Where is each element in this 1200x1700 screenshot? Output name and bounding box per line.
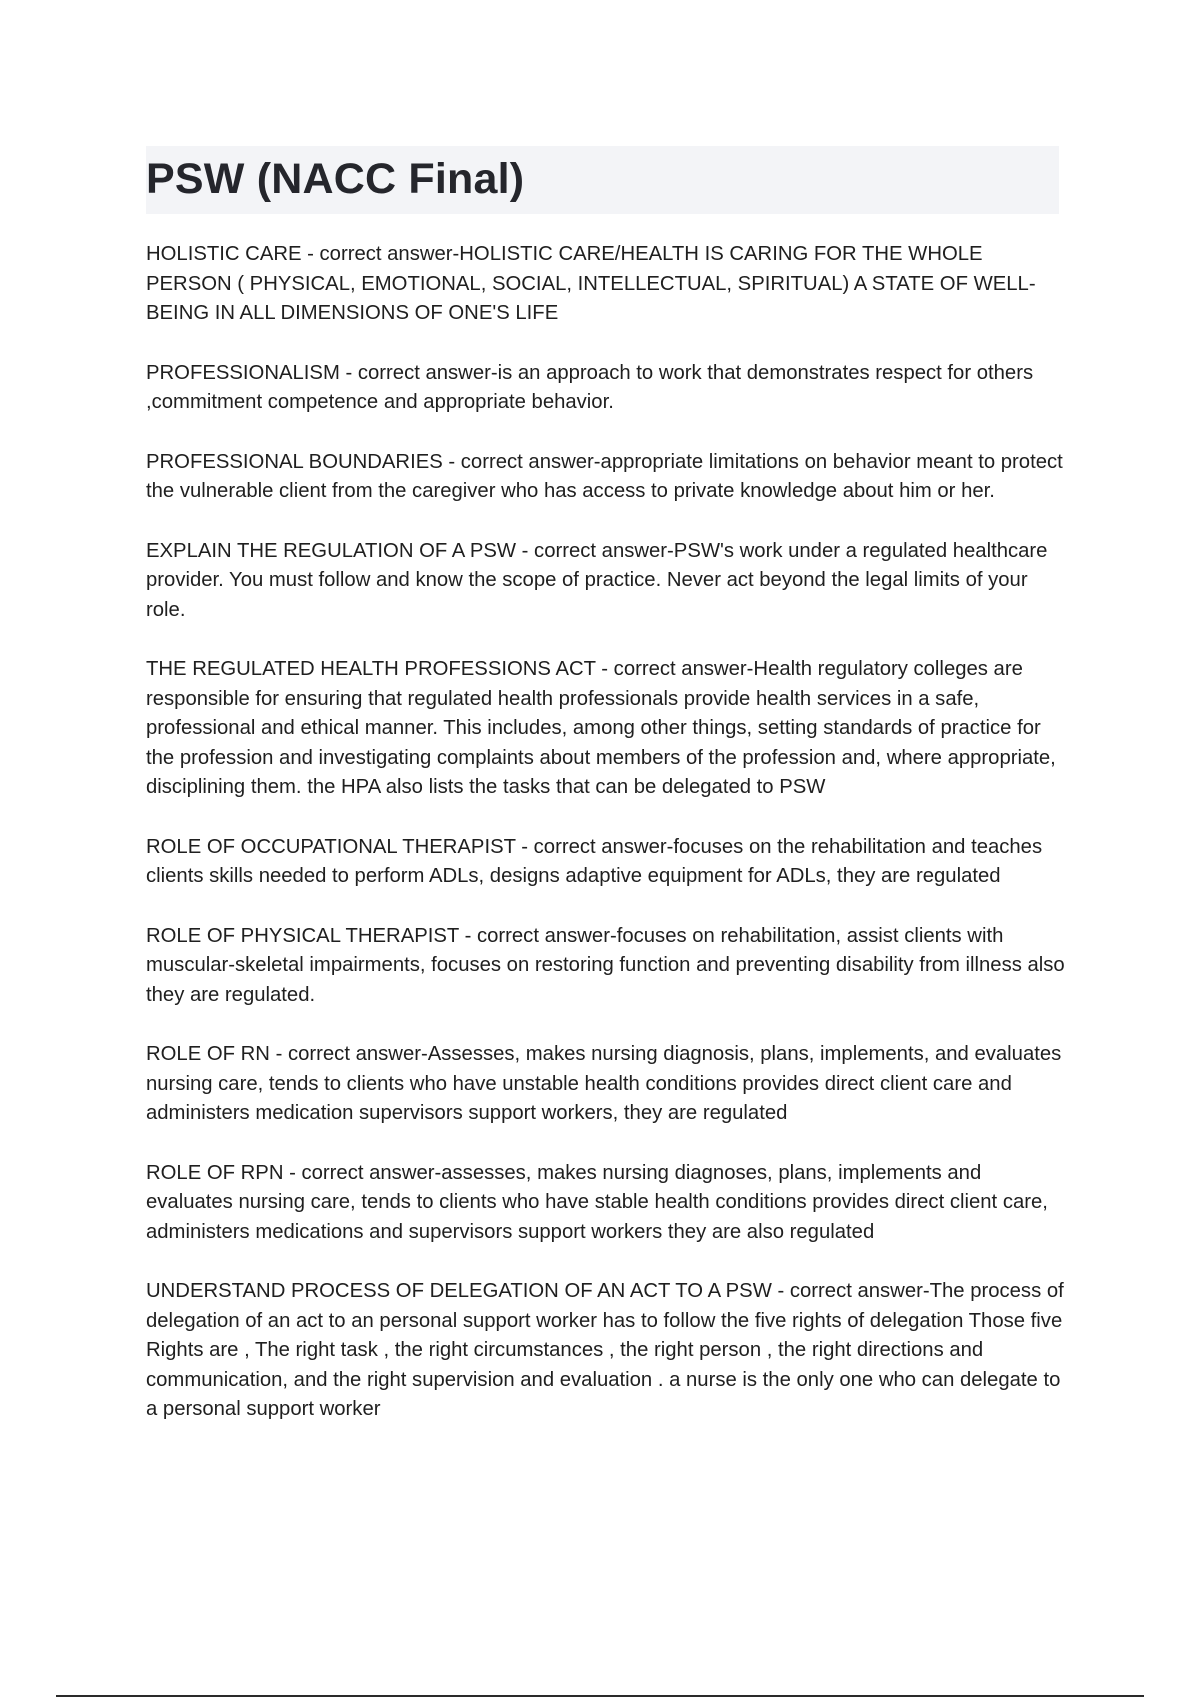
flashcard-entry: UNDERSTAND PROCESS OF DELEGATION OF AN ACT TO A PSW - correct answer-The process of delegation of an act to an personal support worker has to follow the five rights of delegation Those five Rights are , The right task , the right circumstances , the right person , the right directions and communication, and the right supervision and evaluation . a nurse is the only one who can delegate to a personal support worker	[146, 1280, 1064, 1420]
flashcard-entry: ROLE OF OCCUPATIONAL THERAPIST - correct answer-focuses on the rehabilitation and teaches clients skills needed to perform ADLs, designs adaptive equipment for ADLs, they are regulated	[146, 835, 1043, 887]
flashcard-list	[146, 240, 1066, 1455]
flashcard-entry: ROLE OF RPN - correct answer-assesses, makes nursing diagnoses, plans, implements and evaluates nursing care, tends to clients who have stable health conditions provides direct client care, administers medications and supervisors support workers they are also regulated	[146, 1161, 1048, 1243]
flashcard-entry: HOLISTIC CARE - correct answer-HOLISTIC CARE/HEALTH IS CARING FOR THE WHOLE PERSON ( PHYSICAL, EMOTIONAL, SOCIAL, INTELLECTUAL, SPIRITUAL) A STATE OF WELL-BEING IN ALL DIMENSIONS OF ONE'S LIFE	[146, 243, 1036, 324]
flashcard-entry: ROLE OF RN - correct answer-Assesses, makes nursing diagnosis, plans, implements, and evaluates nursing care, tends to clients who have unstable health conditions provides direct client care and administers medication supervisors support workers, they are regulated	[146, 1043, 1062, 1124]
page-title: PSW (NACC Final)	[146, 155, 525, 203]
footer-divider	[56, 1695, 1144, 1697]
flashcard-entry: PROFESSIONAL BOUNDARIES - correct answer-appropriate limitations on behavior meant to protect the vulnerable client from the caregiver who has access to private knowledge about him or her.	[146, 450, 1063, 502]
flashcard-entry: EXPLAIN THE REGULATION OF A PSW - correct answer-PSW's work under a regulated healthcare provider. You must follow and know the scope of practice. Never act beyond the legal limits of your role.	[146, 539, 1048, 621]
title-band	[146, 146, 1059, 214]
flashcard-entry: PROFESSIONALISM - correct answer-is an approach to work that demonstrates respect for others ,commitment competence and appropriate behavior.	[146, 361, 1034, 413]
flashcard-entry: ROLE OF PHYSICAL THERAPIST - correct answer-focuses on rehabilitation, assist clients with muscular-skeletal impairments, focuses on restoring function and preventing disability from illness also they are regulated.	[146, 924, 1065, 1006]
flashcard-entry: THE REGULATED HEALTH PROFESSIONS ACT - correct answer-Health regulatory colleges are responsible for ensuring that regulated health professionals provide health services in a safe, professional and ethical manner. This includes, among other things, setting standards of practice for the profession and investigating complaints about members of the profession and, where appropriate, disciplining them. the HPA also lists the tasks that can be delegated to PSW	[146, 658, 1056, 798]
